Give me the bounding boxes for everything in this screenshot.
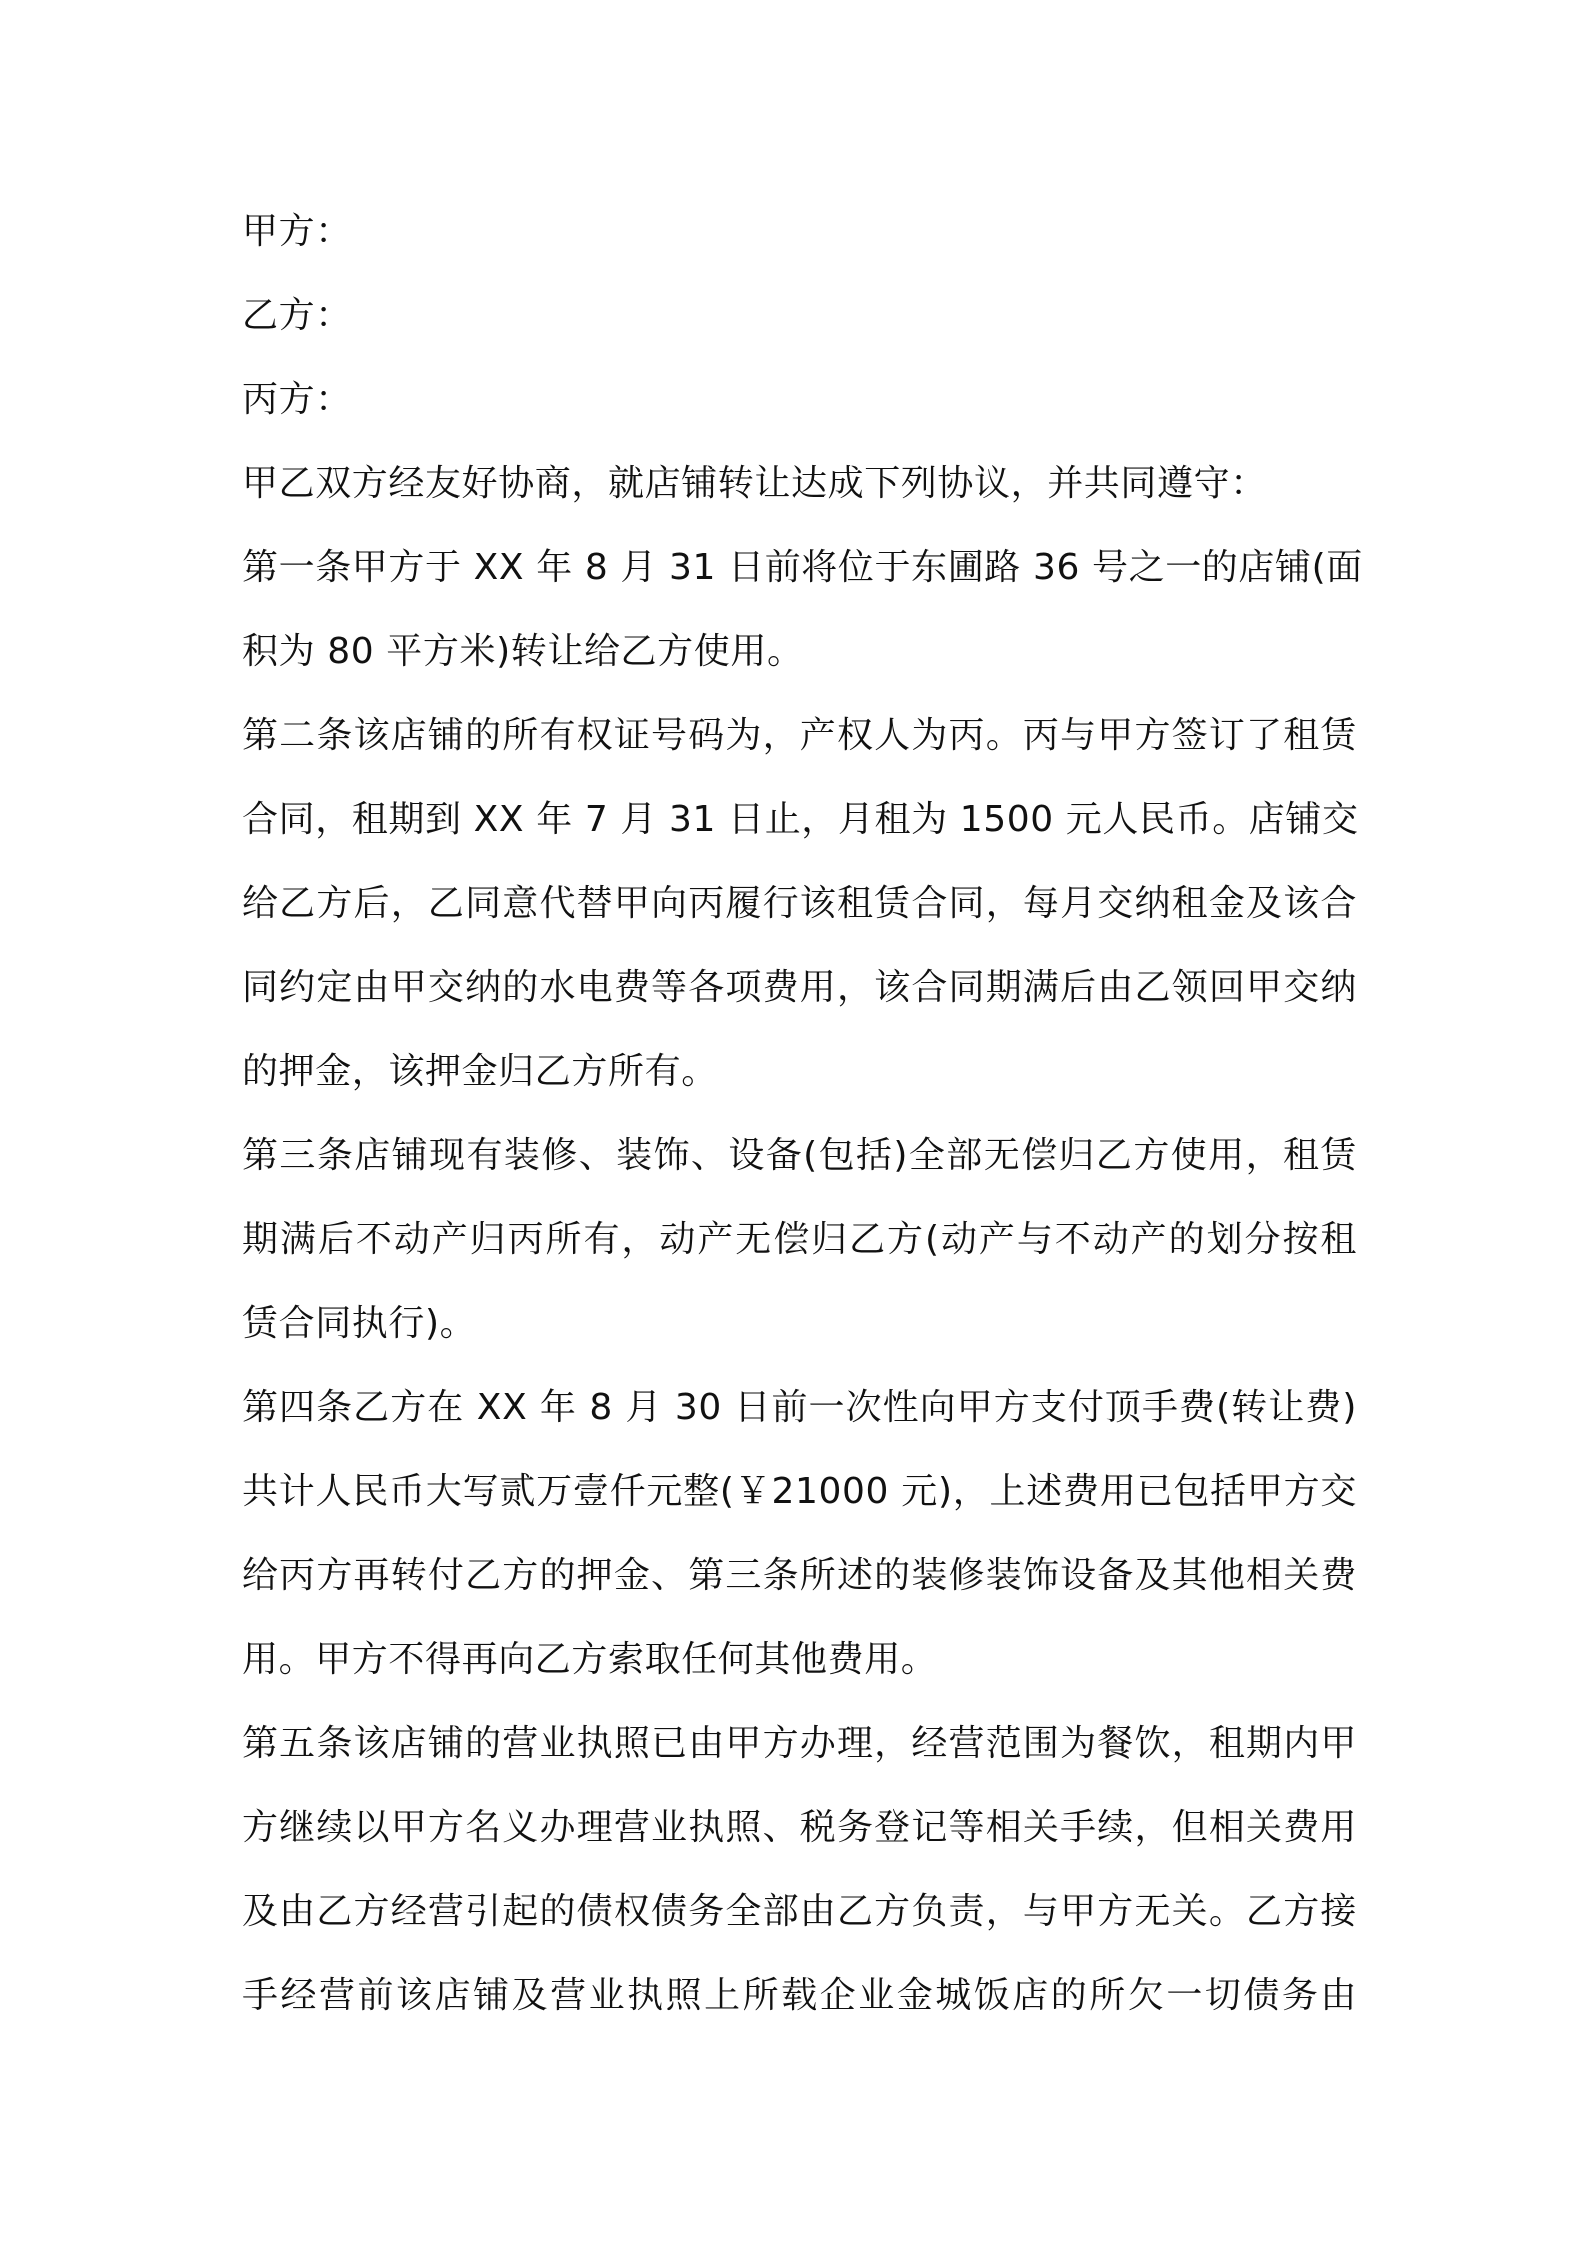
article-2-paragraph: [242, 694, 1357, 1114]
intro-paragraph: [242, 442, 1357, 526]
article-5-line: 第五条该店铺的营业执照已由甲方办理，经营范围为餐饮，租期内甲: [242, 1723, 1357, 1764]
party-a-line: [242, 190, 1357, 274]
party-a-label: 甲方：: [242, 211, 352, 252]
article-2-line: 第二条该店铺的所有权证号码为，产权人为丙。丙与甲方签订了租赁: [242, 715, 1357, 756]
article-4-line: 给丙方再转付乙方的押金、第三条所述的装修装饰设备及其他相关费: [242, 1555, 1357, 1596]
document-body: [242, 190, 1363, 2038]
article-5-line: 手经营前该店铺及营业执照上所载企业金城饭店的所欠一切债务由: [242, 1975, 1357, 2016]
article-3-line: 第三条店铺现有装修、装饰、设备(包括)全部无偿归乙方使用，租赁: [242, 1135, 1357, 1176]
intro-line: 甲乙双方经友好协商，就店铺转让达成下列协议，并共同遵守：: [242, 463, 1267, 504]
article-2-line: 同约定由甲交纳的水电费等各项费用，该合同期满后由乙领回甲交纳: [242, 967, 1357, 1008]
article-4-line: 共计人民币大写贰万壹仟元整(￥21000 元)，上述费用已包括甲方交: [242, 1471, 1357, 1512]
article-1-line: 第一条甲方于 XX 年 8 月 31 日前将位于东圃路 36 号之一的店铺(面: [242, 547, 1363, 588]
article-4-paragraph: [242, 1366, 1357, 1702]
article-4-line: 第四条乙方在 XX 年 8 月 30 日前一次性向甲方支付顶手费(转让费): [242, 1387, 1357, 1428]
article-1-line: 积为 80 平方米)转让给乙方使用。: [242, 631, 804, 672]
article-2-line: 给乙方后，乙同意代替甲向丙履行该租赁合同，每月交纳租金及该合: [242, 883, 1357, 924]
article-5-line: 及由乙方经营引起的债权债务全部由乙方负责，与甲方无关。乙方接: [242, 1891, 1357, 1932]
article-2-line: 的押金，该押金归乙方所有。: [242, 1051, 718, 1092]
article-3-line: 赁合同执行)。: [242, 1303, 477, 1344]
article-5-paragraph: [242, 1702, 1357, 2038]
party-c-line: [242, 358, 1357, 442]
party-c-label: 丙方：: [242, 379, 352, 420]
article-3-paragraph: [242, 1114, 1357, 1366]
party-b-label: 乙方：: [242, 295, 352, 336]
party-b-line: [242, 274, 1357, 358]
article-1-paragraph: [242, 526, 1363, 694]
article-4-line: 用。甲方不得再向乙方索取任何其他费用。: [242, 1639, 938, 1680]
article-2-line: 合同，租期到 XX 年 7 月 31 日止，月租为 1500 元人民币。店铺交: [242, 799, 1359, 840]
article-3-line: 期满后不动产归丙所有，动产无偿归乙方(动产与不动产的划分按租: [242, 1219, 1357, 1260]
article-5-line: 方继续以甲方名义办理营业执照、税务登记等相关手续，但相关费用: [242, 1807, 1357, 1848]
